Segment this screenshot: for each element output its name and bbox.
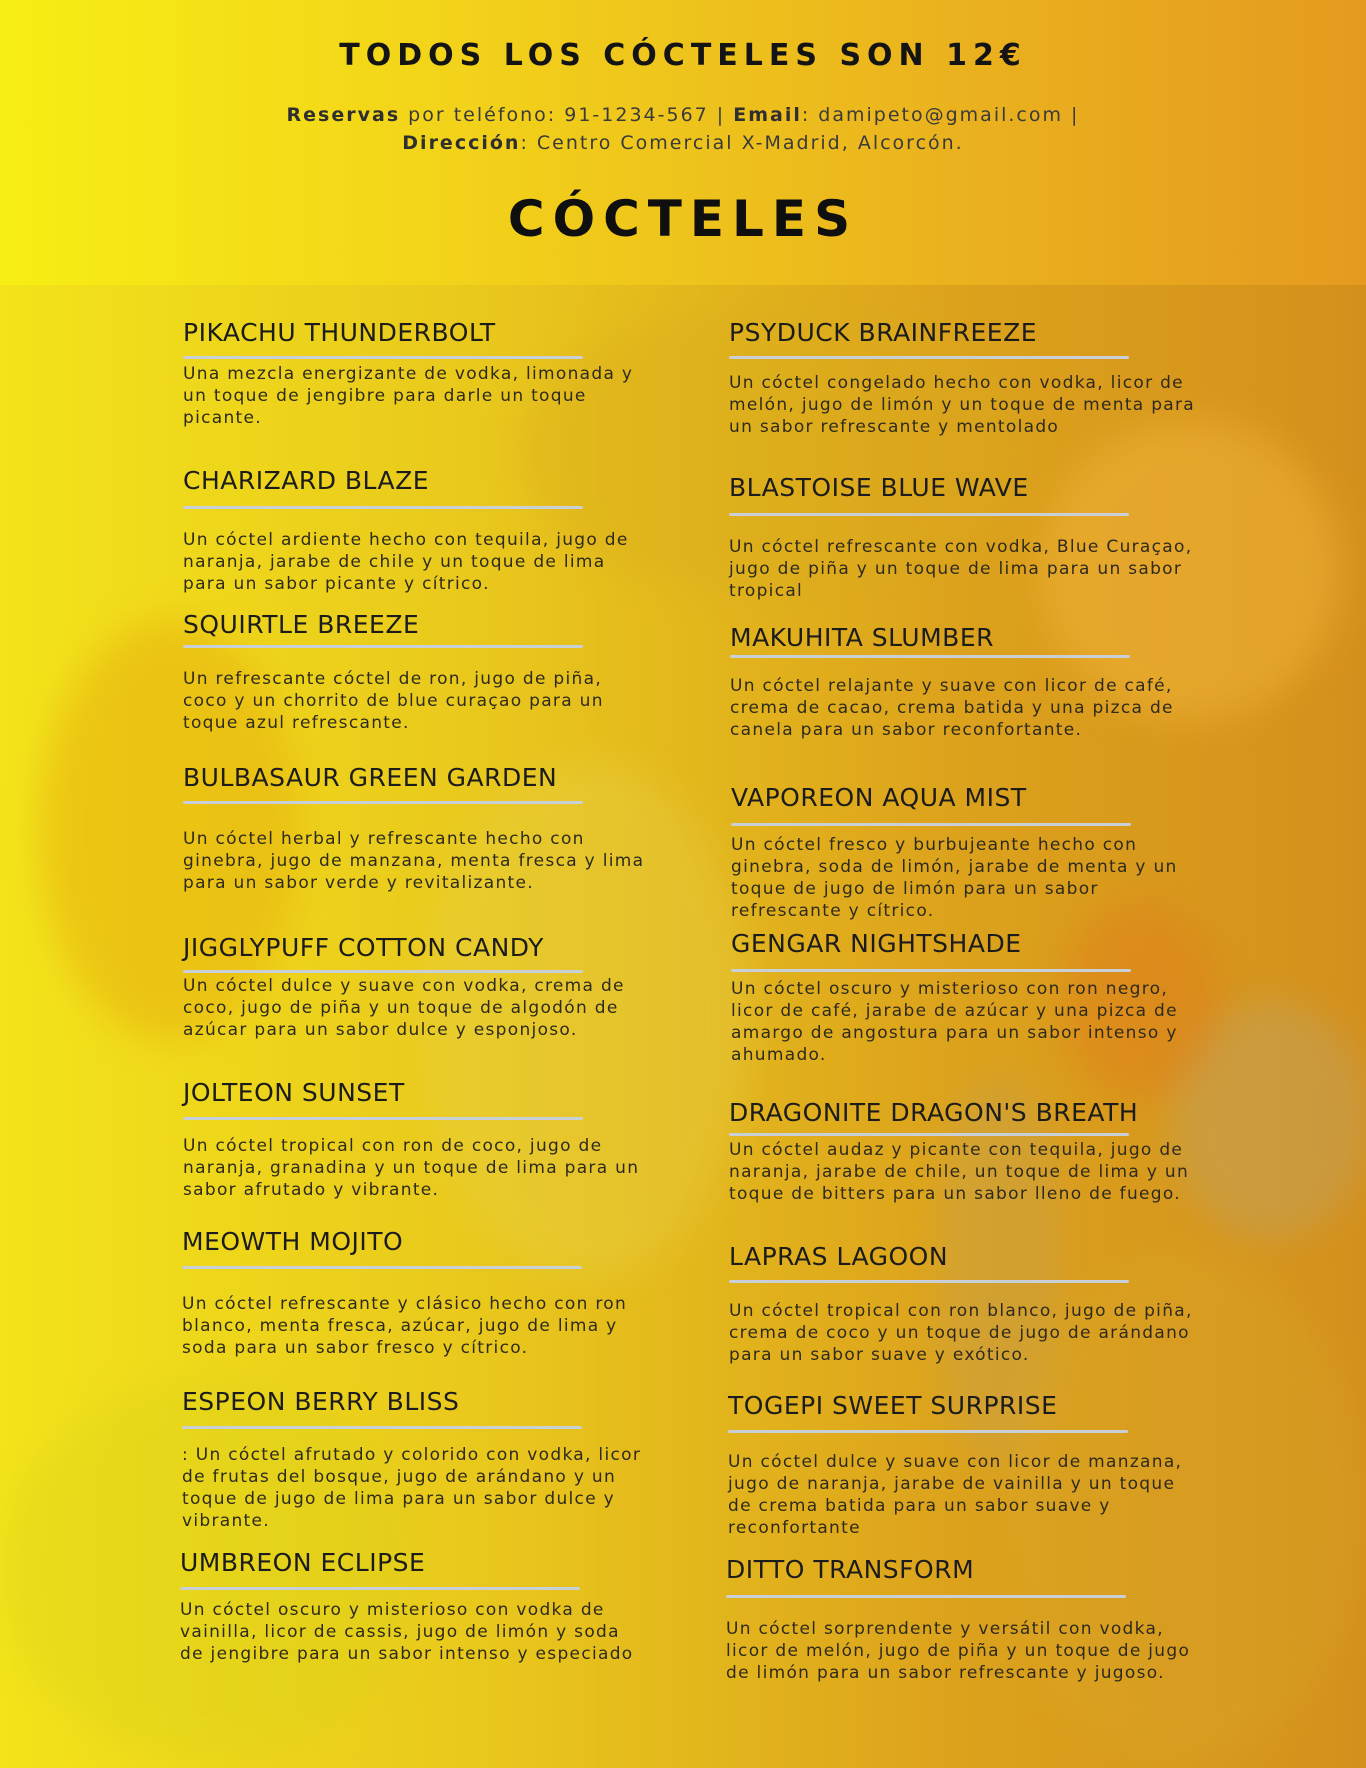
email-label: Email	[733, 104, 802, 126]
item-name: PSYDUCK BRAINFREEZE	[729, 318, 1038, 347]
menu-item	[183, 933, 643, 1040]
item-name: JOLTEON SUNSET	[183, 1078, 405, 1107]
email-text: : damipeto@gmail.com |	[801, 104, 1080, 126]
item-description: Un cóctel oscuro y misterioso con ron negro, licor de café, jarabe de azúcar y una pizca de amargo de angostura para un sabor intenso y ahumado.	[731, 979, 1178, 1065]
item-divider	[729, 1133, 1129, 1136]
price-note: TODOS LOS CÓCTELES SON 12€	[339, 38, 1027, 73]
item-description: Un cóctel fresco y burbujeante hecho con ginebra, soda de limón, jarabe de menta y un toque de jugo de limón para un sabor refrescante y cítrico.	[731, 835, 1178, 921]
item-name: BLASTOISE BLUE WAVE	[729, 473, 1029, 502]
item-divider	[731, 823, 1131, 826]
item-description: Un cóctel dulce y suave con licor de manzana, jugo de naranja, jarabe de vainilla y un toque de crema batida para un sabor suave y reconfortante	[728, 1452, 1183, 1538]
menu-item	[729, 473, 1193, 601]
item-divider	[729, 1280, 1129, 1283]
item-divider	[183, 356, 583, 359]
menu-item	[726, 1555, 1191, 1683]
item-name: BULBASAUR GREEN GARDEN	[183, 763, 558, 792]
item-divider	[183, 970, 583, 973]
item-name: DITTO TRANSFORM	[726, 1555, 975, 1584]
menu-item	[183, 318, 643, 428]
item-description: : Un cóctel afrutado y colorido con vodka, licor de frutas del bosque, jugo de arándano y un toque de jugo de lima para un sabor dulce y vibrante.	[182, 1445, 642, 1531]
item-divider	[729, 513, 1129, 516]
menu-item	[183, 610, 643, 733]
menu-item	[729, 318, 1196, 437]
menu-item	[182, 1387, 642, 1531]
item-name: LAPRAS LAGOON	[729, 1242, 949, 1271]
menu-item	[729, 1242, 1193, 1365]
item-description: Un cóctel relajante y suave con licor de café, crema de cacao, crema batida y una pizca de canela para un sabor reconfortante.	[730, 676, 1174, 740]
menu-item	[731, 929, 1191, 1065]
item-name: CHARIZARD BLAZE	[183, 466, 430, 495]
item-name: MAKUHITA SLUMBER	[730, 623, 994, 652]
menu-item	[183, 466, 643, 594]
item-name: ESPEON BERRY BLISS	[182, 1387, 460, 1416]
menu-item	[729, 1098, 1190, 1204]
item-description: Un cóctel sorprendente y versátil con vodka, licor de melón, jugo de piña y un toque de jugo de limón para un sabor refrescante y jugoso.	[726, 1619, 1191, 1683]
menu-item	[730, 623, 1190, 740]
item-description: Un cóctel refrescante y clásico hecho con ron blanco, menta fresca, azúcar, jugo de lima y soda para un sabor fresco y cítrico.	[182, 1294, 628, 1358]
menu-item	[183, 763, 645, 893]
contact-info	[183, 101, 1183, 157]
item-description: Un cóctel oscuro y misterioso con vodka de vainilla, licor de cassis, jugo de limón y soda de jengibre para un sabor intenso y especiado	[180, 1600, 634, 1664]
menu-item	[182, 1227, 642, 1358]
item-name: TOGEPI SWEET SURPRISE	[728, 1391, 1058, 1420]
menu-item	[183, 1078, 643, 1200]
item-divider	[183, 645, 583, 648]
direccion-text: : Centro Comercial X-Madrid, Alcorcón.	[520, 132, 964, 154]
item-divider	[183, 1117, 583, 1120]
item-name: JIGGLYPUFF COTTON CANDY	[183, 933, 544, 962]
item-divider	[728, 1430, 1128, 1433]
item-divider	[180, 1587, 580, 1590]
item-description: Un cóctel refrescante con vodka, Blue Curaçao, jugo de piña y un toque de lima para un sabor tropical	[729, 537, 1193, 601]
item-description: Un cóctel herbal y refrescante hecho con ginebra, jugo de manzana, menta fresca y lima para un sabor verde y revitalizante.	[183, 829, 645, 893]
item-divider	[731, 969, 1131, 972]
item-description: Una mezcla energizante de vodka, limonada y un toque de jengibre para darle un toque picante.	[183, 364, 634, 428]
item-description: Un cóctel tropical con ron de coco, jugo de naranja, granadina y un toque de lima para un sabor afrutado y vibrante.	[183, 1136, 640, 1200]
item-divider	[182, 1266, 582, 1269]
item-description: Un cóctel audaz y picante con tequila, jugo de naranja, jarabe de chile, un toque de lima y un toque de bitters para un sabor lleno de fuego.	[729, 1140, 1190, 1204]
item-description: Un refrescante cóctel de ron, jugo de piña, coco y un chorrito de blue curaçao para un toque azul refrescante.	[183, 669, 604, 733]
item-divider	[182, 1426, 582, 1429]
item-divider	[726, 1595, 1126, 1598]
menu-item	[731, 783, 1191, 921]
item-divider	[183, 506, 583, 509]
menu-title: CÓCTELES	[507, 190, 859, 248]
item-divider	[730, 655, 1130, 658]
item-name: DRAGONITE DRAGON'S BREATH	[729, 1098, 1139, 1127]
reservas-label: Reservas	[286, 104, 401, 126]
item-name: UMBREON ECLIPSE	[180, 1548, 426, 1577]
item-divider	[729, 356, 1129, 359]
item-description: Un cóctel ardiente hecho con tequila, jugo de naranja, jarabe de chile y un toque de lima para un sabor picante y cítrico.	[183, 530, 629, 594]
item-name: GENGAR NIGHTSHADE	[731, 929, 1022, 958]
item-name: MEOWTH MOJITO	[182, 1227, 404, 1256]
item-divider	[183, 801, 583, 804]
item-description: Un cóctel congelado hecho con vodka, licor de melón, jugo de limón y un toque de menta para un sabor refrescante y mentolado	[729, 373, 1196, 437]
direccion-label: Dirección	[402, 132, 521, 154]
item-name: PIKACHU THUNDERBOLT	[183, 318, 496, 347]
reservas-text: por teléfono: 91-1234-567 |	[400, 104, 734, 126]
item-description: Un cóctel dulce y suave con vodka, crema de coco, jugo de piña y un toque de algodón de azúcar para un sabor dulce y esponjoso.	[183, 976, 625, 1040]
menu-item	[180, 1548, 640, 1664]
item-name: SQUIRTLE BREEZE	[183, 610, 420, 639]
item-description: Un cóctel tropical con ron blanco, jugo de piña, crema de coco y un toque de jugo de arándano para un sabor suave y exótico.	[729, 1301, 1193, 1365]
item-name: VAPOREON AQUA MIST	[731, 783, 1027, 812]
menu-item	[728, 1391, 1188, 1538]
